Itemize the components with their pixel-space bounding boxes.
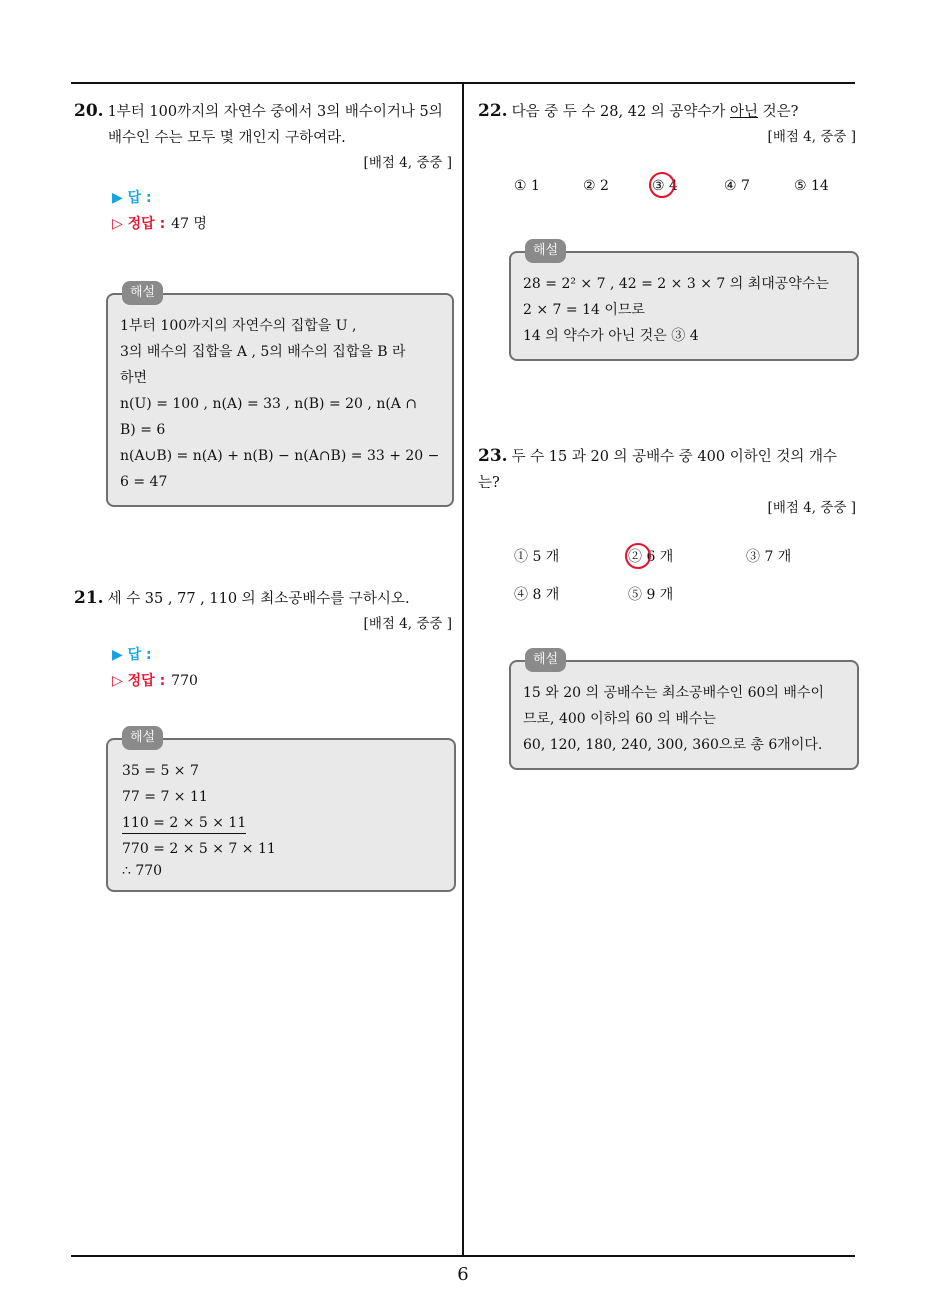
- explanation-line: 하면: [120, 370, 148, 386]
- explanation-line: 35 = 5 × 7: [122, 763, 199, 779]
- explanation-line: 2 × 7 = 14 이므로: [523, 302, 645, 318]
- explanation-line: 110 = 2 × 5 × 11: [122, 813, 246, 834]
- choice-2[interactable]: ② 2: [583, 178, 609, 194]
- correct-answer-line: ▷ 정답 : 770: [112, 673, 198, 689]
- question-number: 21.: [74, 588, 104, 608]
- choice-2[interactable]: ② 6 개: [628, 549, 674, 565]
- explanation-box: [509, 652, 859, 770]
- question-20: [74, 98, 452, 507]
- choice-list: [478, 171, 856, 201]
- explanation-line: 므로, 400 이하의 60 의 배수는: [523, 711, 716, 727]
- answer-mark-circle: [649, 172, 675, 198]
- explanation-line: 3의 배수의 집합을 A , 5의 배수의 집합을 B 라: [120, 344, 406, 360]
- page-number: 6: [457, 1264, 469, 1285]
- question-22: [478, 98, 856, 361]
- question-meta: [배점 4, 중중 ]: [767, 500, 856, 516]
- choice-5[interactable]: ⑤ 14: [794, 178, 829, 194]
- bottom-rule: [71, 1255, 855, 1257]
- explanation-box: [509, 243, 859, 361]
- explanation-line: n(U) = 100 , n(A) = 33 , n(B) = 20 , n(A ∩: [120, 396, 418, 412]
- explanation-tag: 해설: [525, 648, 566, 672]
- choice-5[interactable]: ⑤ 9 개: [628, 587, 674, 603]
- question-21: [74, 585, 452, 892]
- explanation-line: 770 = 2 × 5 × 7 × 11: [122, 841, 276, 857]
- answer-line: ▶ 답 :: [112, 190, 152, 206]
- choice-3[interactable]: ③ 7 개: [746, 549, 792, 565]
- explanation-line: 6 = 47: [120, 474, 168, 490]
- explanation-line: 14 의 약수가 아닌 것은 ③ 4: [523, 328, 699, 344]
- explanation-line: 28 = 2² × 7 , 42 = 2 × 3 × 7 의 최대공약수는: [523, 276, 829, 292]
- question-21-text: 21. 세 수 35 , 77 , 110 의 최소공배수를 구하시오.: [74, 588, 410, 608]
- explanation-tag: 해설: [525, 239, 566, 263]
- explanation-box: [106, 730, 456, 892]
- explanation-tag: 해설: [122, 726, 163, 750]
- question-meta: [배점 4, 중중 ]: [767, 129, 856, 145]
- explanation-line: n(A∪B) = n(A) + n(B) − n(A∩B) = 33 + 20 −: [120, 448, 440, 464]
- question-23-text: 23. 두 수 15 과 20 의 공배수 중 400 이하인 것의 개수는?: [478, 446, 837, 491]
- choice-list: [478, 542, 856, 620]
- explanation-box: [106, 285, 454, 507]
- explanation-line: 77 = 7 × 11: [122, 789, 208, 805]
- question-number: 22.: [478, 101, 508, 121]
- question-meta: [배점 4, 중중 ]: [363, 155, 452, 171]
- explanation-line: B) = 6: [120, 422, 166, 438]
- choice-3[interactable]: ③ 4: [652, 178, 678, 194]
- question-number: 23.: [478, 446, 508, 466]
- column-divider: [462, 82, 464, 1256]
- explanation-line: 15 와 20 의 공배수는 최소공배수인 60의 배수이: [523, 685, 824, 701]
- explanation-tag: 해설: [122, 281, 163, 305]
- choice-4[interactable]: ④ 8 개: [514, 587, 560, 603]
- question-20-text: 20. 1부터 100까지의 자연수 중에서 3의 배수이거나 5의 배수인 수는 모두 몇 개인지 구하여라.: [74, 101, 443, 146]
- choice-1[interactable]: ① 1: [514, 178, 540, 194]
- choice-4[interactable]: ④ 7: [724, 178, 750, 194]
- explanation-line: ∴ 770: [122, 863, 163, 879]
- explanation-line: 60, 120, 180, 240, 300, 360으로 총 6개이다.: [523, 737, 823, 753]
- question-22-text: 22. 다음 중 두 수 28, 42 의 공약수가 아닌 것은?: [478, 101, 799, 121]
- left-column: [74, 98, 452, 892]
- question-23: [478, 443, 856, 770]
- answer-line: ▶ 답 :: [112, 647, 152, 663]
- right-column: [478, 98, 856, 770]
- question-number: 20.: [74, 101, 104, 121]
- answer-mark-circle: [625, 543, 651, 569]
- choice-1[interactable]: ① 5 개: [514, 549, 560, 565]
- question-meta: [배점 4, 중중 ]: [363, 616, 452, 632]
- explanation-line: 1부터 100까지의 자연수의 집합을 U ,: [120, 318, 357, 334]
- correct-answer-line: ▷ 정답 : 47 명: [112, 216, 207, 232]
